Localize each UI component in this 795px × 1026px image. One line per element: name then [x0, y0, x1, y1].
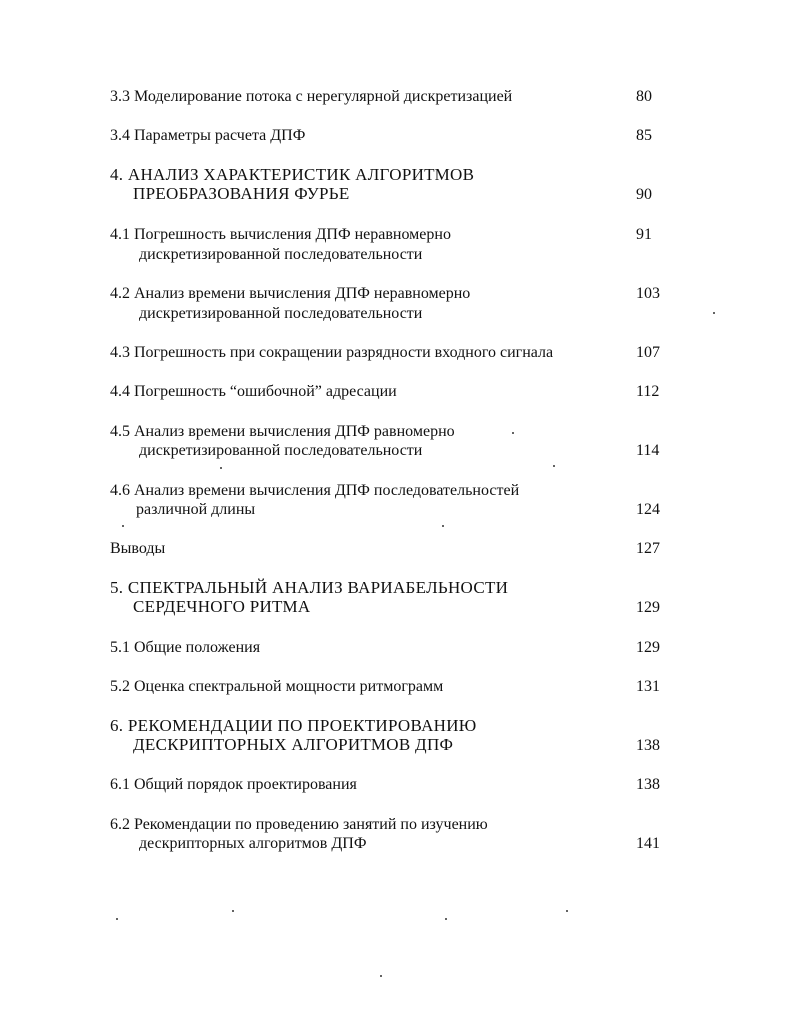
scan-speck — [380, 975, 382, 977]
toc-chapter-title-cont: ДЕСКРИПТОРНЫХ АЛГОРИТМОВ ДПФ — [133, 735, 454, 754]
toc-page-number: 141 — [636, 835, 660, 852]
toc-chapter-title: 4. АНАЛИЗ ХАРАКТЕРИСТИК АЛГОРИТМОВ — [110, 165, 475, 184]
toc-entry-title: 6.2 Рекомендации по проведению занятий по изучению — [110, 816, 488, 833]
toc-page-number: 127 — [636, 540, 660, 557]
toc-entry-title: Выводы — [110, 540, 166, 557]
toc-chapter-title: 6. РЕКОМЕНДАЦИИ ПО ПРОЕКТИРОВАНИЮ — [110, 716, 477, 735]
toc-page-number: 85 — [636, 127, 652, 144]
toc-page-number: 114 — [636, 442, 660, 459]
scan-speck — [122, 525, 124, 527]
toc-entry-title: 4.3 Погрешность при сокращении разрядности входного сигнала — [110, 344, 554, 361]
scan-speck — [116, 918, 118, 920]
toc-page-number: 90 — [636, 186, 652, 203]
scan-speck — [566, 910, 568, 912]
scan-speck — [512, 432, 514, 434]
toc-page-number: 124 — [636, 501, 660, 518]
toc-entry-title: 4.6 Анализ времени вычисления ДПФ последовательностей — [110, 482, 520, 499]
scan-speck — [232, 910, 234, 912]
scan-speck — [445, 918, 447, 920]
toc-page-number: 91 — [636, 226, 652, 243]
toc-page-number: 131 — [636, 678, 660, 695]
toc-entry-title: 5.2 Оценка спектральной мощности ритмограмм — [110, 678, 444, 695]
toc-page-number: 112 — [636, 383, 660, 400]
toc-entry-title-cont: дескрипторных алгоритмов ДПФ — [139, 835, 367, 852]
toc-chapter-title-cont: ПРЕОБРАЗОВАНИЯ ФУРЬЕ — [133, 184, 350, 203]
toc-entry-title-cont: дискретизированной последовательности — [139, 246, 423, 263]
toc-page-number: 80 — [636, 88, 652, 105]
scan-speck — [713, 312, 715, 314]
toc-entry-title: 4.2 Анализ времени вычисления ДПФ неравномерно — [110, 285, 471, 302]
toc-entry-title-cont: различной длины — [136, 501, 256, 518]
toc-chapter-title: 5. СПЕКТРАЛЬНЫЙ АНАЛИЗ ВАРИАБЕЛЬНОСТИ — [110, 578, 509, 597]
toc-entry-title: 3.4 Параметры расчета ДПФ — [110, 127, 306, 144]
toc-page-number: 138 — [636, 737, 660, 754]
toc-entry-title: 4.4 Погрешность “ошибочной” адресации — [110, 383, 397, 400]
toc-entry-title: 4.5 Анализ времени вычисления ДПФ равномерно — [110, 423, 455, 440]
toc-entry-title: 3.3 Моделирование потока с нерегулярной дискретизацией — [110, 88, 513, 105]
scan-speck — [442, 525, 444, 527]
toc-page-number: 129 — [636, 639, 660, 656]
toc-page-number: 103 — [636, 285, 660, 302]
toc-entry-title: 6.1 Общий порядок проектирования — [110, 776, 357, 793]
toc-entry-title: 4.1 Погрешность вычисления ДПФ неравномерно — [110, 226, 451, 243]
toc-page-number: 107 — [636, 344, 660, 361]
toc-page-number: 129 — [636, 599, 660, 616]
scan-speck — [553, 465, 555, 467]
toc-chapter-title-cont: СЕРДЕЧНОГО РИТМА — [133, 597, 311, 616]
toc-entry-title-cont: дискретизированной последовательности — [139, 305, 423, 322]
toc-entry-title-cont: дискретизированной последовательности — [139, 442, 423, 459]
toc-entry-title: 5.1 Общие положения — [110, 639, 261, 656]
scan-speck — [220, 467, 222, 469]
toc-page-number: 138 — [636, 776, 660, 793]
